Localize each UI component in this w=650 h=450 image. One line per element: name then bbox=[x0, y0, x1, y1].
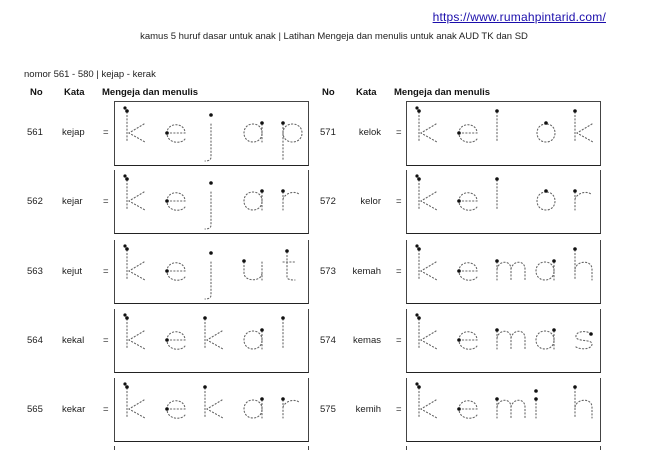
tracing-letter-k bbox=[125, 316, 145, 349]
tracing-letter-a bbox=[244, 189, 264, 210]
equals-sign: = bbox=[103, 126, 109, 138]
tracing-letter-l bbox=[495, 177, 499, 210]
tracing-letter-k bbox=[203, 385, 223, 418]
start-dot bbox=[415, 382, 418, 385]
tracing-letters bbox=[115, 102, 308, 165]
equals-sign: = bbox=[396, 195, 402, 207]
tracing-letter-e bbox=[457, 401, 477, 418]
tracing-letter-e bbox=[457, 332, 477, 349]
start-dot bbox=[123, 313, 126, 316]
equals-sign: = bbox=[396, 265, 402, 277]
tracing-letter-j bbox=[205, 181, 213, 229]
row-number: 575 bbox=[320, 403, 336, 415]
tracing-letters bbox=[407, 102, 600, 165]
tracing-letter-a bbox=[244, 328, 264, 349]
tracing-letter-k bbox=[417, 247, 437, 280]
row-word: kelor bbox=[360, 195, 381, 207]
tracing-letter-k bbox=[125, 385, 145, 418]
start-dot bbox=[123, 382, 126, 385]
equals-sign: = bbox=[103, 195, 109, 207]
tracing-letter-m bbox=[495, 397, 525, 418]
tracing-letter-r bbox=[281, 397, 299, 418]
tracing-letter-o bbox=[537, 121, 555, 142]
tracing-letter-j bbox=[205, 113, 213, 161]
equals-sign: = bbox=[396, 403, 402, 415]
header-practice-left: Mengeja dan menulis bbox=[102, 87, 199, 98]
tracing-letters bbox=[115, 309, 308, 372]
tracing-letter-e bbox=[165, 401, 185, 418]
equals-sign: = bbox=[103, 403, 109, 415]
tracing-letters bbox=[115, 170, 308, 233]
tracing-letter-k bbox=[417, 109, 437, 142]
tracing-letter-a bbox=[244, 397, 264, 418]
tracing-letter-k bbox=[125, 109, 145, 142]
tracing-box bbox=[406, 309, 601, 373]
tracing-letter-p bbox=[281, 121, 302, 161]
tracing-letter-k bbox=[125, 247, 145, 280]
tracing-box bbox=[114, 240, 309, 304]
equals-sign: = bbox=[396, 334, 402, 346]
equals-sign: = bbox=[396, 126, 402, 138]
tracing-letter-r bbox=[281, 189, 299, 210]
start-dot bbox=[123, 174, 126, 177]
row-number: 574 bbox=[320, 334, 336, 346]
tracing-letter-i bbox=[534, 389, 538, 418]
tracing-box bbox=[114, 309, 309, 373]
tracing-letter-l bbox=[495, 109, 499, 142]
tracing-letter-e bbox=[457, 263, 477, 280]
tracing-box bbox=[406, 240, 601, 304]
tracing-letters bbox=[407, 378, 600, 441]
row-word: kejut bbox=[62, 265, 83, 277]
range-label: nomor 561 - 580 | kejap - kerak bbox=[24, 69, 156, 80]
start-dot bbox=[123, 244, 126, 247]
tracing-letter-e bbox=[457, 193, 477, 210]
row-word: kekar bbox=[62, 403, 86, 415]
tracing-letter-h bbox=[573, 247, 592, 280]
tracing-letter-o bbox=[537, 189, 555, 210]
box-tail-right bbox=[406, 446, 601, 450]
equals-sign: = bbox=[103, 265, 109, 277]
box-tail-left bbox=[114, 446, 309, 450]
tracing-letter-h bbox=[573, 385, 592, 418]
tracing-letter-k bbox=[203, 316, 223, 349]
row-number: 564 bbox=[27, 334, 43, 346]
tracing-letters bbox=[407, 170, 600, 233]
row-word: kemah bbox=[352, 265, 381, 277]
start-dot bbox=[415, 174, 418, 177]
tracing-letter-u bbox=[242, 259, 262, 280]
header-practice-right: Mengeja dan menulis bbox=[394, 87, 491, 98]
tracing-letter-k bbox=[573, 109, 593, 142]
tracing-box bbox=[406, 101, 601, 166]
tracing-letter-t bbox=[283, 249, 295, 280]
tracing-letter-r bbox=[573, 189, 591, 210]
tracing-letter-a bbox=[536, 259, 556, 280]
tracing-letter-m bbox=[495, 259, 525, 280]
tracing-letter-s bbox=[575, 332, 593, 349]
tracing-box bbox=[114, 170, 309, 234]
tracing-letter-e bbox=[165, 332, 185, 349]
start-dot bbox=[415, 244, 418, 247]
tracing-letters bbox=[115, 240, 308, 303]
row-number: 563 bbox=[27, 265, 43, 277]
row-word: kemas bbox=[353, 334, 381, 346]
start-dot bbox=[415, 313, 418, 316]
tracing-letter-k bbox=[417, 316, 437, 349]
tracing-letter-m bbox=[495, 328, 525, 349]
tracing-letters bbox=[115, 378, 308, 441]
row-number: 561 bbox=[27, 126, 43, 138]
header-no-left: No bbox=[30, 87, 43, 98]
start-dot bbox=[415, 106, 418, 109]
row-word: kemih bbox=[355, 403, 381, 415]
tracing-letter-a bbox=[536, 328, 556, 349]
tracing-letter-e bbox=[457, 125, 477, 142]
row-number: 573 bbox=[320, 265, 336, 277]
page-subtitle: kamus 5 huruf dasar untuk anak | Latihan Mengeja dan menulis untuk anak AUD TK dan SD bbox=[140, 31, 528, 42]
tracing-box bbox=[406, 170, 601, 234]
row-number: 572 bbox=[320, 195, 336, 207]
tracing-box bbox=[114, 378, 309, 442]
header-no-right: No bbox=[322, 87, 335, 98]
tracing-letter-e bbox=[165, 263, 185, 280]
site-link[interactable]: https://www.rumahpintarid.com/ bbox=[432, 10, 606, 24]
row-word: kejap bbox=[62, 126, 85, 138]
start-dot bbox=[123, 106, 126, 109]
tracing-letter-k bbox=[125, 177, 145, 210]
row-number: 562 bbox=[27, 195, 43, 207]
tracing-letter-k bbox=[417, 177, 437, 210]
tracing-letter-l bbox=[281, 316, 285, 349]
tracing-letters bbox=[407, 309, 600, 372]
tracing-letter-j bbox=[205, 251, 213, 299]
header-kata-left: Kata bbox=[64, 87, 85, 98]
header-kata-right: Kata bbox=[356, 87, 377, 98]
tracing-letter-e bbox=[165, 125, 185, 142]
tracing-letters bbox=[407, 240, 600, 303]
tracing-box bbox=[406, 378, 601, 442]
row-word: kekal bbox=[62, 334, 85, 346]
tracing-box bbox=[114, 101, 309, 166]
row-word: kejar bbox=[62, 195, 83, 207]
row-word: kelok bbox=[358, 126, 381, 138]
row-number: 565 bbox=[27, 403, 43, 415]
row-number: 571 bbox=[320, 126, 336, 138]
tracing-letter-e bbox=[165, 193, 185, 210]
equals-sign: = bbox=[103, 334, 109, 346]
tracing-letter-k bbox=[417, 385, 437, 418]
tracing-letter-a bbox=[244, 121, 264, 142]
